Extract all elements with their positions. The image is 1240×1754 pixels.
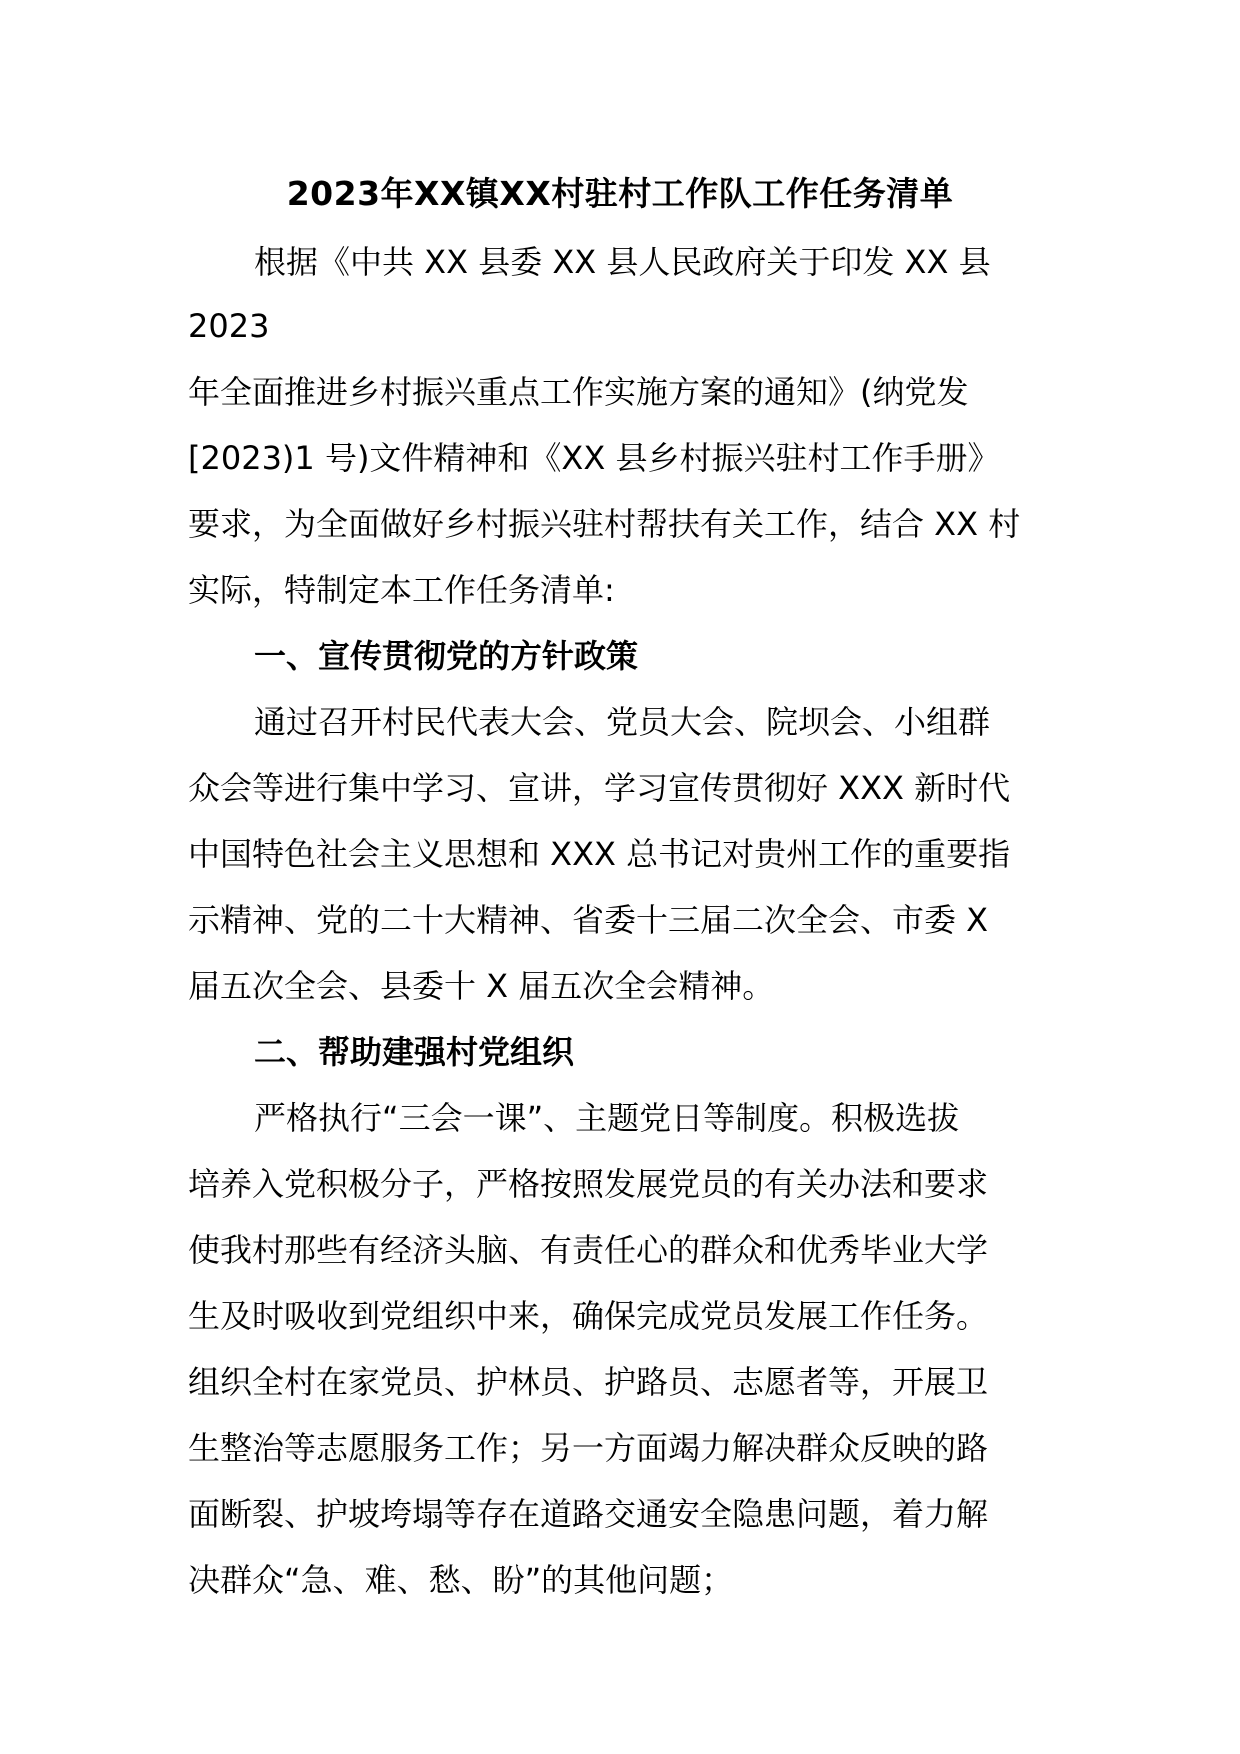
paragraph-line: 使我村那些有经济头脑、有责任心的群众和优秀毕业大学 bbox=[188, 1231, 989, 1269]
paragraph-line: 生整治等志愿服务工作；另一方面竭力解决群众反映的路 bbox=[188, 1429, 989, 1467]
paragraph-line: 中国特色社会主义思想和 XXX 总书记对贵州工作的重要指 bbox=[188, 835, 1011, 873]
paragraph-line: 根据《中共 XX 县委 XX 县人民政府关于印发 XX 县 bbox=[254, 243, 991, 281]
paragraph-line: 年全面推进乡村振兴重点工作实施方案的通知》(纳党发 bbox=[188, 373, 969, 411]
paragraph-line: 众会等进行集中学习、宣讲，学习宣传贯彻好 XXX 新时代 bbox=[188, 769, 1011, 807]
paragraph-line: 2023 bbox=[188, 307, 270, 345]
paragraph-line: 组织全村在家党员、护林员、护路员、志愿者等，开展卫 bbox=[188, 1363, 989, 1401]
paragraph-line: 实际，特制定本工作任务清单: bbox=[188, 571, 615, 609]
paragraph-line: 培养入党积极分子，严格按照发展党员的有关办法和要求 bbox=[188, 1165, 989, 1203]
paragraph-line: 通过召开村民代表大会、党员大会、院坝会、小组群 bbox=[254, 703, 991, 741]
section-heading: 一、宣传贯彻党的方针政策 bbox=[254, 637, 639, 675]
paragraph-line: 严格执行“三会一课”、主题党日等制度。积极选拔 bbox=[254, 1099, 960, 1137]
paragraph-line: 生及时吸收到党组织中来，确保完成党员发展工作任务。 bbox=[188, 1297, 989, 1335]
paragraph-line: 面断裂、护坡垮塌等存在道路交通安全隐患问题，着力解 bbox=[188, 1495, 989, 1533]
paragraph-line: 届五次全会、县委十 X 届五次全会精神。 bbox=[188, 967, 775, 1005]
paragraph-line: 决群众“急、难、愁、盼”的其他问题； bbox=[188, 1561, 734, 1599]
document-title: 2023年XX镇XX村驻村工作队工作任务清单 bbox=[286, 174, 954, 213]
section-heading: 二、帮助建强村党组织 bbox=[254, 1033, 575, 1071]
paragraph-line: 要求，为全面做好乡村振兴驻村帮扶有关工作，结合 XX 村 bbox=[188, 505, 1021, 543]
paragraph-line: [2023)1 号)文件精神和《XX 县乡村振兴驻村工作手册》 bbox=[188, 439, 1000, 477]
paragraph-line: 示精神、党的二十大精神、省委十三届二次全会、市委 X bbox=[188, 901, 989, 939]
